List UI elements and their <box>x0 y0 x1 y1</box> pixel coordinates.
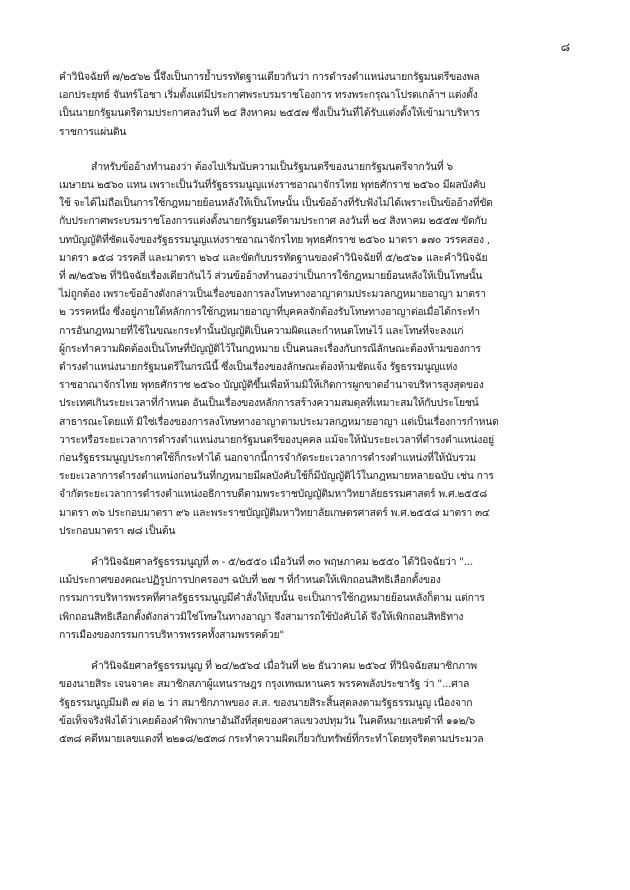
text-line: คำวินิจฉัยที่ ๗/๒๕๖๒ นี้จึงเป็นการย้ำบรรทัดฐานเดียวกันว่า การดำรงตำแหน่งนายกรัฐมนตรีของพล <box>59 71 480 83</box>
text-line: ประกอบมาตรา ๗๘ เป็นต้น <box>59 524 176 537</box>
text-line: จำกัดระยะเวลาการดำรงตำแหน่งอธิการบดีตามพระราชบัญญัติมหาวิทยาลัยธรรมศาสตร์ พ.ศ.๒๕๕๘ <box>59 488 487 501</box>
text-line: ระยะเวลาการดำรงตำแหน่งก่อนวันที่กฎหมายมีผลบังคับใช้ก็มีบัญญัติไว้ในกฎหมายหลายฉบับ เช่น การ <box>59 470 494 483</box>
text-line: คำวินิจฉัยศาลรัฐธรรมนูญ ที่ ๒๔/๒๕๖๔ เมื่อวันที่ ๒๒ ธันวาคม ๒๕๖๔ ที่วินิจฉัยสมาชิกภาพ <box>91 660 477 673</box>
text-line: ๒ วรรคหนึ่ง ซึ่งอยู่ภายใต้หลักการใช้กฎหมายอาญาที่บุคคลจักต้องรับโทษทางอาญาต่อเมื่อได้กระทำ <box>59 306 480 319</box>
paragraph-ruling-7-2562 <box>59 68 579 141</box>
paragraph-ruling-3-5-2550 <box>59 553 579 644</box>
text-line: ประเทศเกินระยะเวลาที่กำหนด อันเป็นเรื่องของหลักการสร้างความสมดุลที่เหมาะสมให้กับประโยชน์ <box>59 397 479 410</box>
text-line: คำวินิจฉัยศาลรัฐธรรมนูญที่ ๓ - ๕/๒๕๕๐ เมื่อวันที่ ๓๐ พฤษภาคม ๒๕๕๐ ได้วินิจฉัยว่า "... <box>91 556 473 569</box>
paragraph-ruling-24-2564 <box>59 657 579 748</box>
document-body <box>59 68 579 748</box>
text-line: กับประกาศพระบรมราชโองการแต่งตั้งนายกรัฐมนตรีตามประกาศ ลงวันที่ ๒๔ สิงหาคม ๒๕๕๗ ขัดกับ <box>59 215 487 228</box>
text-line: บทบัญญัติที่ชัดแจ้งของรัฐธรรมนูญแห่งราชอาณาจักรไทย พุทธศักราช ๒๕๖๐ มาตรา ๑๗๐ วรรคสอง , <box>59 233 490 246</box>
text-line: เอกประยุทธ์ จันทร์โอชา เริ่มตั้งแต่มีประกาศพระบรมราชโองการ ทรงพระกรุณาโปรดเกล้าฯ แต่งตั้ง <box>59 89 478 102</box>
text-line: ใช้ จะได้ไม่ถือเป็นการใช้กฎหมายย้อนหลังให้เป็นโทษนั้น เป็นข้ออ้างที่รับฟังไม่ได้เพราะเป็นข้ออ้างที่ขัด <box>59 197 493 210</box>
text-line: สาธารณะโดยแท้ มิใช่เรื่องของการลงโทษทางอาญาตามประมวลกฎหมายอาญา แต่เป็นเรื่องการกำหนด <box>59 415 499 428</box>
text-line: รัฐธรรมนูญมีมติ ๗ ต่อ ๒ ว่า สมาชิกภาพของ ส.ส. ของนายสิระสิ้นสุดลงตามรัฐธรรมนูญ เนื่องจาก <box>59 696 473 709</box>
text-line: เมษายน ๒๕๖๐ แทน เพราะเป็นวันที่รัฐธรรมนูญแห่งราชอาณาจักรไทย พุทธศักราช ๒๕๖๐ มีผลบังคับ <box>59 179 486 192</box>
text-line: มาตรา ๑๕๘ วรรคสี่ และมาตรา ๒๖๔ และขัดกับบรรทัดฐานของคำวินิจฉัยที่ ๕/๒๕๖๑ และคำวินิจฉัย <box>59 251 488 264</box>
text-line: การเมืองของกรรมการบริหารพรรคทั้งสามพรรคด้วย" <box>59 628 284 641</box>
text-line: กรรมการบริหารพรรคที่ศาลรัฐธรรมนูญมีคำสั่งให้ยุบนั้น จะเป็นการใช้กฎหมายย้อนหลังก็ตาม แต่การ <box>59 592 485 605</box>
text-line: ที่ ๗/๒๕๖๒ ที่วินิจฉัยเรื่องเดียวกันไว้ ส่วนข้ออ้างทำนองว่าเป็นการใช้กฎหมายย้อนหลังให้เป็นโทษนั้น <box>59 270 483 283</box>
text-line: ราชอาณาจักรไทย พุทธศักราช ๒๕๖๐ บัญญัติขึ้นเพื่อห้ามมิให้เกิดการผูกขาดอำนาจบริหารสูงสุดของ <box>59 379 484 392</box>
paragraph-counter-argument <box>59 158 579 540</box>
text-line: มาตรา ๓๖ ประกอบมาตรา ๙๖ และพระราชบัญญัติมหาวิทยาลัยเกษตรศาสตร์ พ.ศ.๒๕๕๘ มาตรา ๓๔ <box>59 506 490 519</box>
text-line: เป็นนายกรัฐมนตรีตามประกาศลงวันที่ ๒๔ สิงหาคม ๒๕๕๗ ซึ่งเป็นวันที่ได้รับแต่งตั้งให้เข้ามาบริหาร <box>59 107 480 120</box>
text-line: การอันกฎหมายที่ใช้ในขณะกระทำนั้นบัญญัติเป็นความผิดและกำหนดโทษไว้ และโทษที่จะลงแก่ <box>59 324 464 337</box>
page-number: ๘ <box>560 40 570 54</box>
text-line: ไม่ถูกต้อง เพราะข้ออ้างดังกล่าวเป็นเรื่องของการลงโทษทางอาญาตามประมวลกฎหมายอาญา มาตรา <box>59 288 486 301</box>
text-line: ผู้กระทำความผิดต้องเป็นโทษที่บัญญัติไว้ในกฎหมาย เป็นคนละเรื่องกับกรณีลักษณะต้องห้ามของการ <box>59 342 481 355</box>
text-line: เพิกถอนสิทธิเลือกตั้งดังกล่าวมิใช่โทษในทางอาญา จึงสามารถใช้บังคับได้ จึงให้เพิกถอนสิทธิทาง <box>59 610 464 623</box>
text-line: ดำรงตำแหน่งนายกรัฐมนตรีในกรณีนี้ ซึ่งเป็นเรื่องของลักษณะต้องห้ามชัดแจ้ง รัฐธรรมนูญแห่ง <box>59 361 458 374</box>
text-line: สำหรับข้ออ้างทำนองว่า ต้องไปเริ่มนับความเป็นรัฐมนตรีของนายกรัฐมนตรีจากวันที่ ๖ <box>91 160 453 173</box>
text-line: ข้อเท็จจริงฟังได้ว่าเคยต้องคำพิพากษาอันถึงที่สุดของศาลแขวงปทุมวัน ในคดีหมายเลขดำที่ ๑๑๒/๖ <box>59 714 475 727</box>
text-line: แม้ประกาศของคณะปฏิรูปการปกครองฯ ฉบับที่ ๒๗ ฯ ที่กำหนดให้เพิกถอนสิทธิเลือกตั้งของ <box>59 574 441 587</box>
text-line: ราชการแผ่นดิน <box>59 125 127 138</box>
text-line: วาระหรือระยะเวลาการดำรงตำแหน่งนายกรัฐมนตรีของบุคคล แม้จะให้นับระยะเวลาที่ดำรงตำแหน่งอยู่ <box>59 433 494 446</box>
text-line: ๕๓๘ คดีหมายเลขแดงที่ ๒๒๑๘/๒๕๓๘ กระทำความผิดเกี่ยวกับทรัพย์ที่กระทำโดยทุจริตตามประมวล <box>59 732 484 745</box>
text-line: ก่อนรัฐธรรมนูญประกาศใช้ก็กระทำได้ นอกจากนี้การจำกัดระยะเวลาการดำรงตำแหน่งที่ให้นับรวม <box>59 452 476 465</box>
text-line: ของนายสิระ เจนจาคะ สมาชิกสภาผู้แทนราษฎร กรุงเทพมหานคร พรรคพลังประชารัฐ ว่า "...ศาล <box>59 678 470 691</box>
